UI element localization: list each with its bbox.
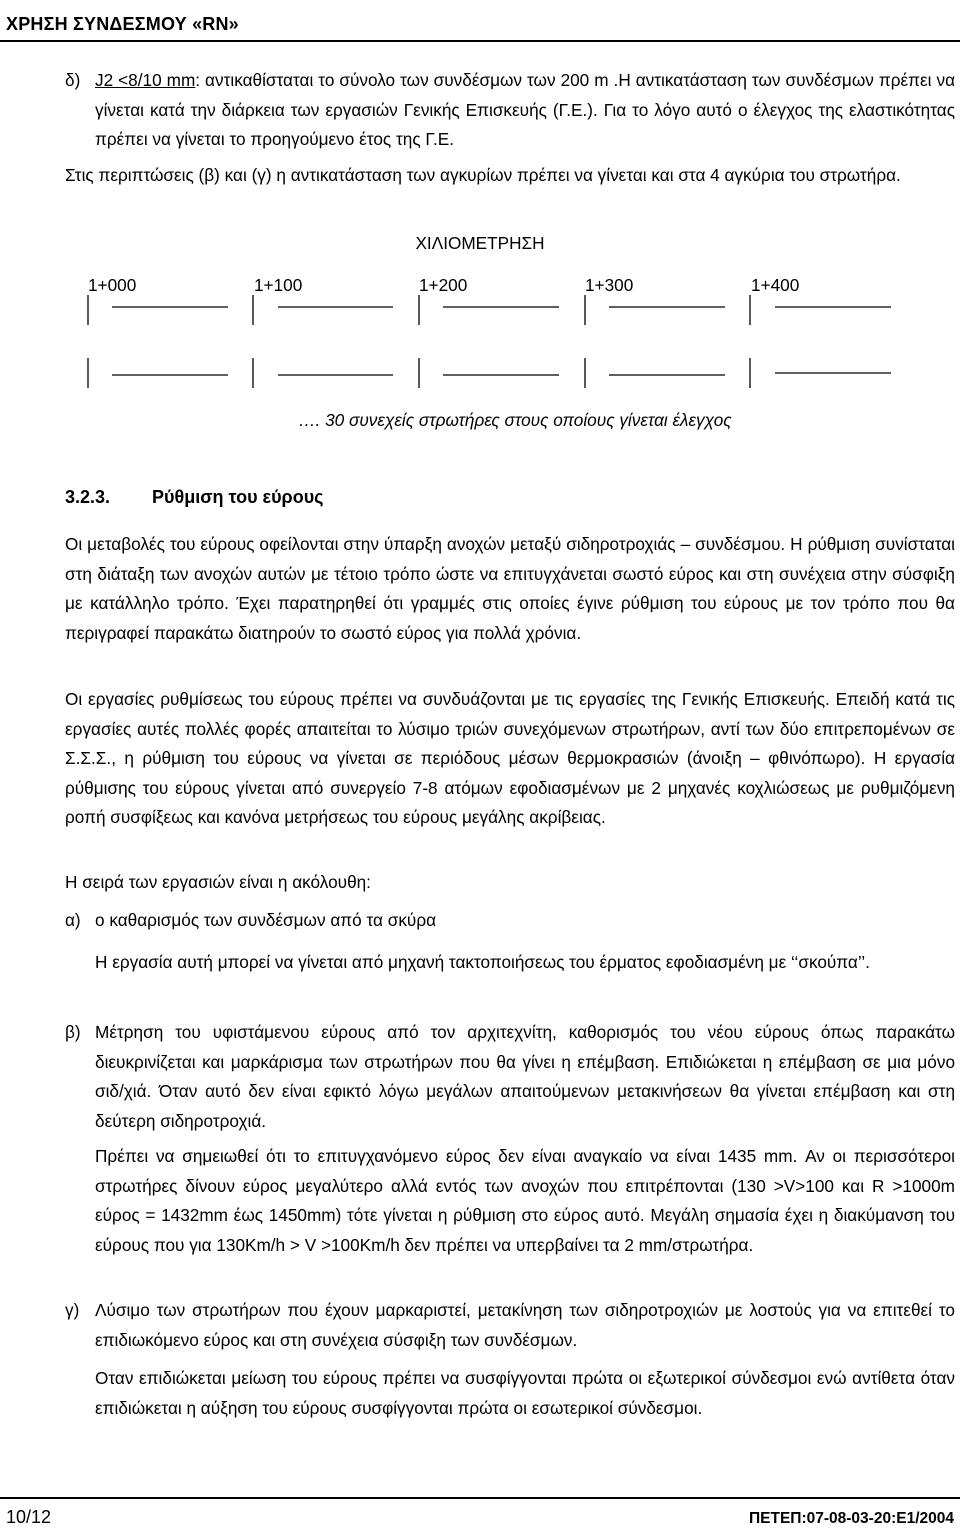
- body-paragraph: Η σειρά των εργασιών είναι η ακόλουθη:: [65, 872, 371, 892]
- item-d-code: J2 <8/10 mm: [95, 70, 196, 90]
- step-text: ο καθαρισμός των συνδέσμων από τα σκύρα: [95, 910, 437, 930]
- page-number: 10/12: [6, 1507, 52, 1527]
- step-text: Λύσιμο των στρωτήρων που έχουν μαρκαριστεί, μετακίνηση των σιδηροτροχιών με λοστούς για να επιτεθεί το επιδιωκόμενο εύρος και στη συνέχεια σύσφιξη των συνδέσμων.: [95, 1300, 955, 1350]
- footer-divider: [0, 1497, 960, 1499]
- km-label: 1+100: [254, 275, 303, 295]
- step-marker: γ): [65, 1300, 80, 1320]
- sleeper-diagram: [0, 290, 960, 400]
- step-subtext: Οταν επιδιώκεται μείωση του εύρους πρέπει να συσφίγγονται πρώτα οι εξωτερικοί σύνδεσμοι ενώ αντίθετα όταν επιδιώκεται η αύξηση του εύρους συσφίγγονται πρώτα οι εσωτερικοί σύνδεσμοι.: [95, 1368, 955, 1418]
- km-label: 1+200: [419, 275, 468, 295]
- item-d-marker: δ): [65, 70, 81, 90]
- step-subtext: Πρέπει να σημειωθεί ότι το επιτυγχανόμενο εύρος δεν είναι αναγκαίο να είναι 1435 mm. Αν οι περισσότεροι στρωτήρες δίνουν εύρος μεγαλύτερο αλλά εντός των ανοχών που επιτρέπονται (130 >V>100 και R >1000m εύρος = 1432mm έως 1450mm) τότε γίνεται η ρύθμιση στο εύρος αυτό. Μεγάλη σημασία έχει η διακύμανση του εύρους που για 130Km/h > V >100Km/h δεν πρέπει να υπερβαίνει τα 2 mm/στρωτήρα.: [95, 1146, 955, 1255]
- step-marker: β): [65, 1022, 81, 1042]
- step-marker: α): [65, 910, 81, 930]
- item-d-text: [95, 66, 955, 155]
- km-label: 1+400: [751, 275, 800, 295]
- page-header-title: ΧΡΗΣΗ ΣΥΝΔΕΣΜΟΥ «RN»: [6, 14, 239, 34]
- diagram-title: ΧΙΛΙΟΜΕΤΡΗΣΗ: [415, 233, 545, 253]
- step-text: Μέτρηση του υφιστάμενου εύρους από τον αρχιτεχνίτη, καθορισμός του νέου εύρους όπως παρακάτω διευκρινίζεται και μαρκάρισμα των στρωτήρων που θα γίνει η επέμβαση. Επιδιώκεται η επέμβαση σε μια μόνο σιδ/χιά. Όταν αυτό δεν είναι εφικτό λόγω μεγάλων απαιτούμενων μετακινήσεων θα γίνεται επέμβαση και στη δεύτερη σιδηροτροχιά.: [95, 1022, 955, 1131]
- header-divider: [0, 40, 960, 42]
- km-label: 1+000: [88, 275, 137, 295]
- item-d-body: : αντικαθίσταται το σύνολο των συνδέσμων των 200 m .Η αντικατάσταση των συνδέσμων πρέπει να γίνεται κατά την διάρκεια των εργασιών Γενικής Επισκευής (Γ.Ε.). Για το λόγο αυτό ο έλεγχος της ελαστικότητας πρέπει να γίνεται το προηγούμενο έτος της Γ.Ε.: [95, 70, 956, 149]
- document-code: ΠΕΤΕΠ:07-08-03-20:Ε1/2004: [748, 1510, 954, 1527]
- body-paragraph: Οι μεταβολές του εύρους οφείλονται στην ύπαρξη ανοχών μεταξύ σιδηροτροχιάς – συνδέσμου. Η ρύθμιση συνίσταται στη διάταξη των ανοχών αυτών με τέτοιο τρόπο ώστε να επιτυγχάνεται σωστό εύρος και στη συνέχεια στην σύσφιξη με κατάλληλο τρόπο. Έχει παρατηρηθεί ότι γραμμές στις οποίες έγινε ρύθμιση του εύρους με τον τρόπο που θα περιγραφεί παρακάτω διατηρούν το σωστό εύρος για πολλά χρόνια.: [65, 534, 955, 643]
- diagram-caption: …. 30 συνεχείς στρωτήρες στους οποίους γίνεται έλεγχος: [298, 410, 732, 430]
- km-label: 1+300: [585, 275, 634, 295]
- section-number: 3.2.3.: [65, 487, 111, 507]
- section-title: Ρύθμιση του εύρους: [152, 487, 324, 507]
- step-subtext: Η εργασία αυτή μπορεί να γίνεται από μηχανή τακτοποιήσεως του έρματος εφοδιασμένη με ‘‘σκούπα’’.: [95, 952, 870, 972]
- cases-paragraph: Στις περιπτώσεις (β) και (γ) η αντικατάσταση των αγκυρίων πρέπει να γίνεται και στα 4 αγκύρια του στρωτήρα.: [65, 165, 901, 185]
- body-paragraph: Οι εργασίες ρυθμίσεως του εύρους πρέπει να συνδυάζονται με τις εργασίες της Γενικής Επισκευής. Επειδή κατά τις εργασίες αυτές πολλές φορές απαιτείται το λύσιμο τριών συνεχόμενων στρωτήρων, αντί των δύο επιτρεπομένων σε Σ.Σ.Σ., η ρύθμιση του εύρους να γίνεται σε περιόδους μέσων θερμοκρασιών (άνοιξη – φθινόπωρο). Η εργασία ρύθμισης του εύρους γίνεται από συνεργείο 7-8 ατόμων εφοδιασμένων με 2 μηχανές κοχλιώσεως με ρυθμιζόμενη ροπή συσφίξεως και κανόνα μετρήσεως του εύρους μεγάλης ακρίβειας.: [65, 689, 955, 827]
